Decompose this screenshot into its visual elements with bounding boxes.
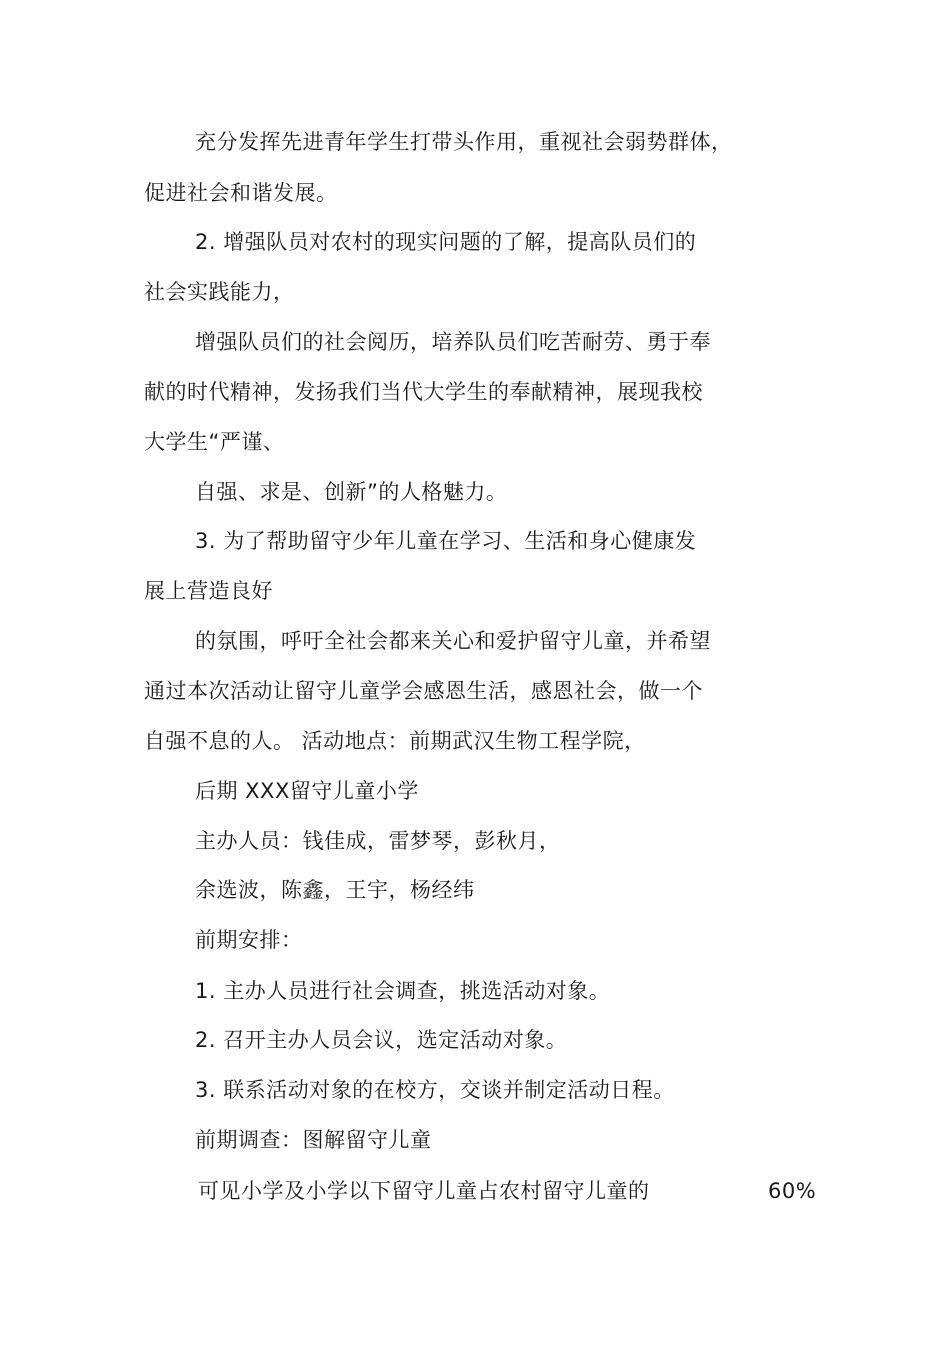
list-item: 2. 召开主办人员会议，选定活动对象。 [195, 1028, 568, 1052]
paragraph-line: 3. 为了帮助留守少年儿童在学习、生活和身心健康发 [195, 529, 697, 553]
paragraph-line: 献的时代精神，发扬我们当代大学生的奉献精神，展现我校 [144, 380, 703, 404]
paragraph-line: 后期 XXX留守儿童小学 [195, 779, 419, 803]
paragraph-line: 前期调查：图解留守儿童 [195, 1128, 432, 1152]
paragraph-line: 社会实践能力， [144, 280, 295, 304]
percentage-value: 60% [768, 1179, 817, 1203]
paragraph-line: 余选波，陈鑫，王宇，杨经纬 [195, 878, 475, 902]
paragraph-line: 自强不息的人。 活动地点：前期武汉生物工程学院， [144, 729, 646, 753]
paragraph-line: 促进社会和谐发展。 [144, 181, 338, 205]
paragraph-line: 前期安排： [195, 928, 303, 952]
paragraph-line: 2. 增强队员对农村的现实问题的了解，提高队员们的 [195, 230, 697, 254]
paragraph-line: 通过本次活动让留守儿童学会感恩生活，感恩社会，做一个 [144, 679, 703, 703]
paragraph-line: 充分发挥先进青年学生打带头作用，重视社会弱势群体， [195, 130, 733, 154]
list-item: 3. 联系活动对象的在校方，交谈并制定活动日程。 [195, 1078, 675, 1102]
list-item: 1. 主办人员进行社会调查，挑选活动对象。 [195, 979, 611, 1003]
paragraph-line: 大学生“严谨、 [144, 430, 285, 454]
paragraph-line: 可见小学及小学以下留守儿童占农村留守儿童的 [198, 1179, 650, 1203]
paragraph-line: 主办人员：钱佳成，雷梦琴，彭秋月， [195, 829, 561, 853]
paragraph-line: 展上营造良好 [144, 579, 273, 603]
paragraph-line: 自强、求是、创新”的人格魅力。 [195, 480, 508, 504]
paragraph-line: 的氛围，呼吁全社会都来关心和爱护留守儿童，并希望 [195, 629, 711, 653]
paragraph-line: 增强队员们的社会阅历，培养队员们吃苦耐劳、勇于奉 [195, 330, 711, 354]
